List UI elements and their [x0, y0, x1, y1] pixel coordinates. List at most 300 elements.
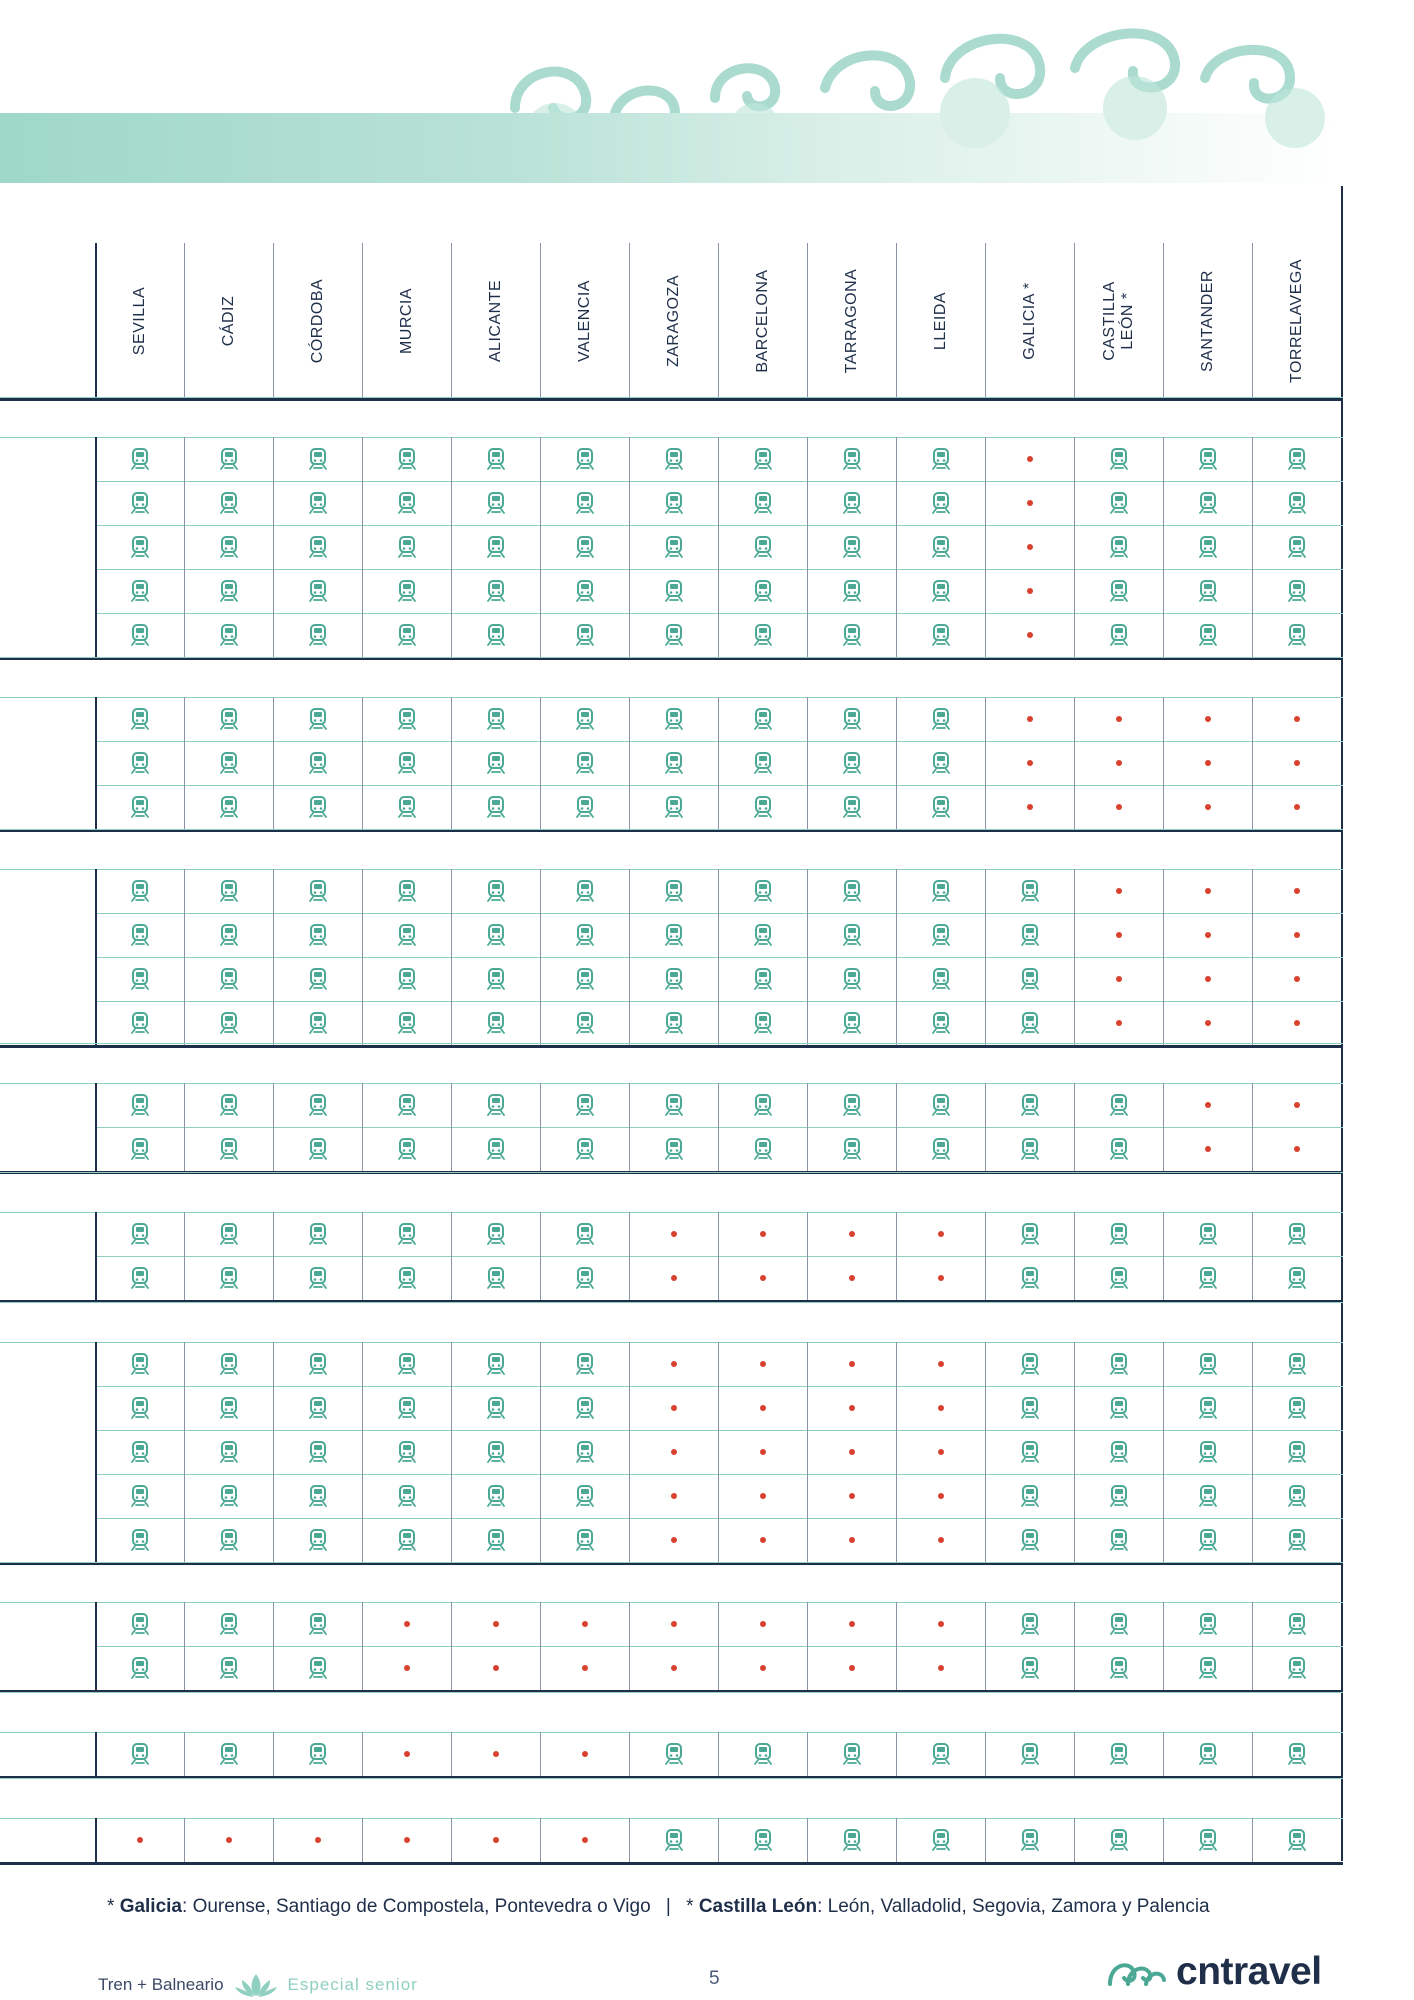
train-icon [753, 796, 773, 818]
train-icon [1109, 580, 1129, 602]
train-icon [1109, 1138, 1129, 1160]
table-cell [1252, 1256, 1342, 1300]
table-cell [184, 569, 274, 613]
train-icon [1020, 1829, 1040, 1851]
red-dot [671, 1665, 677, 1671]
cell-divider [184, 1732, 185, 1776]
table-cell [362, 1083, 452, 1127]
red-dot [1205, 716, 1211, 722]
table-cell [985, 613, 1075, 657]
table-cell [184, 1127, 274, 1171]
table-cell [362, 1474, 452, 1518]
train-icon [575, 1267, 595, 1289]
cell-divider [807, 1602, 808, 1690]
group-gap-line [0, 1172, 1343, 1173]
table-cell [1163, 525, 1253, 569]
cell-divider [1074, 697, 1075, 829]
train-icon [219, 1485, 239, 1507]
train-icon [1109, 1441, 1129, 1463]
table-cell [1252, 481, 1342, 525]
train-icon [1020, 880, 1040, 902]
table-cell [362, 741, 452, 785]
table-cell [95, 1474, 185, 1518]
train-icon [1198, 1441, 1218, 1463]
table-cell [807, 1818, 897, 1862]
train-icon [130, 1743, 150, 1765]
table-cell [1074, 913, 1164, 957]
table-cell [718, 613, 808, 657]
cell-divider [1074, 1732, 1075, 1776]
table-cell [95, 957, 185, 1001]
red-dot [671, 1231, 677, 1237]
table-cell [362, 1818, 452, 1862]
table-cell [807, 1430, 897, 1474]
cell-divider [540, 697, 541, 829]
cell-divider [985, 1732, 986, 1776]
table-cell [95, 913, 185, 957]
table-cell [718, 741, 808, 785]
train-icon [219, 796, 239, 818]
train-icon [931, 448, 951, 470]
train-icon [486, 1441, 506, 1463]
table-cell [896, 785, 986, 829]
table-cell [629, 1430, 719, 1474]
table-cell [451, 913, 541, 957]
train-icon [1020, 1012, 1040, 1034]
train-icon [1198, 1743, 1218, 1765]
train-icon [1020, 924, 1040, 946]
table-cell [184, 1212, 274, 1256]
train-icon [308, 1012, 328, 1034]
train-icon [931, 492, 951, 514]
train-icon [219, 880, 239, 902]
train-icon [308, 448, 328, 470]
table-cell [540, 1083, 630, 1127]
table-cell [718, 913, 808, 957]
table-cell [1074, 1001, 1164, 1045]
train-icon [1020, 1485, 1040, 1507]
train-icon [397, 1094, 417, 1116]
cell-divider [1074, 1602, 1075, 1690]
table-cell [896, 1342, 986, 1386]
table-cell [629, 957, 719, 1001]
cell-divider [1163, 1212, 1164, 1300]
red-dot [404, 1621, 410, 1627]
table-cell [807, 481, 897, 525]
table-cell [718, 1474, 808, 1518]
train-icon [219, 1094, 239, 1116]
table-cell [985, 1083, 1075, 1127]
red-dot [760, 1405, 766, 1411]
train-icon [842, 880, 862, 902]
train-icon [397, 536, 417, 558]
cell-divider [1163, 1083, 1164, 1171]
red-dot [582, 1837, 588, 1843]
cell-divider [985, 1602, 986, 1690]
train-icon [1109, 1529, 1129, 1551]
table-cell [629, 785, 719, 829]
column-header [718, 243, 808, 398]
train-icon [397, 1353, 417, 1375]
table-cell [95, 1256, 185, 1300]
train-icon [842, 1012, 862, 1034]
table-cell [1252, 785, 1342, 829]
table-cell [540, 1818, 630, 1862]
cell-divider [362, 1212, 363, 1300]
table-cell [451, 1602, 541, 1646]
cell-divider [95, 697, 97, 829]
red-dot [582, 1665, 588, 1671]
column-header-label: SEVILLA [131, 286, 148, 355]
train-icon [664, 1138, 684, 1160]
train-icon [1287, 1267, 1307, 1289]
train-icon [753, 968, 773, 990]
column-header [95, 243, 185, 398]
train-icon [931, 580, 951, 602]
red-dot [938, 1537, 944, 1543]
cell-divider [362, 697, 363, 829]
table-cell [1074, 613, 1164, 657]
table-cell [362, 785, 452, 829]
train-icon [486, 880, 506, 902]
train-icon [308, 1223, 328, 1245]
table-cell [362, 1732, 452, 1776]
table-cell [718, 437, 808, 481]
cell-divider [1163, 1732, 1164, 1776]
red-dot [226, 1837, 232, 1843]
red-dot [1027, 544, 1033, 550]
table-cell [1252, 569, 1342, 613]
cell-divider [985, 1342, 986, 1562]
table-cell [896, 1646, 986, 1690]
cell-divider [540, 869, 541, 1045]
column-header-label: MURCIA [398, 287, 415, 354]
cell-divider [718, 437, 719, 657]
train-icon [753, 880, 773, 902]
table-cell [1163, 1518, 1253, 1562]
table-cell [807, 957, 897, 1001]
footnote [107, 1896, 1210, 1918]
table-cell [362, 613, 452, 657]
table-cell [184, 697, 274, 741]
table-cell [273, 913, 363, 957]
train-icon [1198, 1529, 1218, 1551]
train-icon [308, 1485, 328, 1507]
train-icon [130, 536, 150, 558]
group-gap-line [0, 1778, 1343, 1779]
table-cell [629, 1386, 719, 1430]
table-cell [1163, 1001, 1253, 1045]
train-icon [486, 1223, 506, 1245]
table-cell [273, 741, 363, 785]
train-icon [397, 968, 417, 990]
train-icon [753, 580, 773, 602]
table-cell [184, 1818, 274, 1862]
cell-divider [629, 1818, 630, 1862]
table-cell [451, 957, 541, 1001]
table-cell [451, 1518, 541, 1562]
cell-divider [629, 437, 630, 657]
cell-divider [95, 437, 97, 657]
table-cell [362, 569, 452, 613]
train-icon [397, 796, 417, 818]
table-cell [362, 1646, 452, 1690]
table-cell [184, 1386, 274, 1430]
train-icon [575, 880, 595, 902]
cell-divider [95, 1212, 97, 1300]
cell-divider [985, 697, 986, 829]
train-icon [397, 1441, 417, 1463]
train-icon [397, 1485, 417, 1507]
train-icon [575, 1138, 595, 1160]
table-cell [629, 741, 719, 785]
table-cell [629, 437, 719, 481]
table-cell [184, 1518, 274, 1562]
table-cell [896, 1001, 986, 1045]
train-icon [486, 1267, 506, 1289]
train-icon [575, 708, 595, 730]
cell-divider [95, 1818, 97, 1862]
red-dot [671, 1621, 677, 1627]
table-cell [95, 1212, 185, 1256]
cell-divider [985, 869, 986, 1045]
train-icon [397, 1267, 417, 1289]
cell-divider [807, 437, 808, 657]
train-icon [842, 924, 862, 946]
train-icon [308, 880, 328, 902]
table-cell [1163, 481, 1253, 525]
train-icon [753, 624, 773, 646]
train-icon [1198, 448, 1218, 470]
table-cell [1252, 1127, 1342, 1171]
table-cell [1163, 1083, 1253, 1127]
table-cell [95, 1430, 185, 1474]
cell-divider [896, 697, 897, 829]
cell-divider [540, 1083, 541, 1171]
table-cell [362, 913, 452, 957]
cell-divider [451, 1342, 452, 1562]
table-cell [540, 437, 630, 481]
train-icon [486, 752, 506, 774]
cell-divider [362, 1732, 363, 1776]
table-cell [718, 869, 808, 913]
cell-divider [362, 1818, 363, 1862]
table-cell [95, 1732, 185, 1776]
table-cell [273, 785, 363, 829]
red-dot [938, 1665, 944, 1671]
cell-divider [1074, 869, 1075, 1045]
table-cell [807, 869, 897, 913]
train-icon [575, 752, 595, 774]
table-cell [273, 869, 363, 913]
table-cell [1163, 1386, 1253, 1430]
train-icon [130, 1485, 150, 1507]
red-dot [849, 1537, 855, 1543]
train-icon [219, 1223, 239, 1245]
train-icon [486, 1353, 506, 1375]
table-cell [718, 1518, 808, 1562]
cell-divider [273, 437, 274, 657]
table-cell [273, 1083, 363, 1127]
table-cell [718, 957, 808, 1001]
table-cell [95, 437, 185, 481]
table-cell [95, 1001, 185, 1045]
train-icon [664, 492, 684, 514]
train-icon [1287, 1397, 1307, 1419]
cell-divider [451, 697, 452, 829]
table-cell [807, 1212, 897, 1256]
train-icon [575, 968, 595, 990]
train-icon [1020, 1441, 1040, 1463]
cell-divider [1252, 869, 1253, 1045]
table-cell [896, 437, 986, 481]
train-icon [219, 1138, 239, 1160]
train-icon [664, 1829, 684, 1851]
train-icon [130, 1397, 150, 1419]
table-cell [896, 1518, 986, 1562]
cell-divider [807, 1732, 808, 1776]
table-cell [184, 1342, 274, 1386]
cell-divider [273, 697, 274, 829]
cell-divider [629, 869, 630, 1045]
table-cell [985, 741, 1075, 785]
red-dot [1294, 1146, 1300, 1152]
footnote-asterisk: * [107, 1896, 115, 1917]
cell-divider [451, 869, 452, 1045]
train-icon [1109, 492, 1129, 514]
train-icon [1198, 492, 1218, 514]
train-icon [1020, 1529, 1040, 1551]
table-cell [451, 613, 541, 657]
table-cell [718, 785, 808, 829]
train-icon [1287, 1613, 1307, 1635]
red-dot [760, 1231, 766, 1237]
table-cell [985, 1386, 1075, 1430]
red-dot [938, 1231, 944, 1237]
table-cell [362, 1256, 452, 1300]
cell-divider [273, 869, 274, 1045]
cell-divider [451, 1602, 452, 1690]
column-header-label: TARRAGONA [843, 268, 860, 373]
table-cell [807, 525, 897, 569]
train-icon [753, 1743, 773, 1765]
train-icon [486, 536, 506, 558]
table-cell [629, 869, 719, 913]
cell-divider [629, 1212, 630, 1300]
train-icon [1287, 1743, 1307, 1765]
table-cell [362, 1001, 452, 1045]
table-cell [95, 613, 185, 657]
brand-name: cntravel [1176, 1950, 1322, 1993]
train-icon [397, 752, 417, 774]
train-icon [1020, 1267, 1040, 1289]
table-cell [540, 1127, 630, 1171]
train-icon [219, 924, 239, 946]
train-icon [486, 1094, 506, 1116]
red-dot [493, 1751, 499, 1757]
table-cell [362, 869, 452, 913]
cell-divider [95, 1732, 97, 1776]
red-dot [849, 1275, 855, 1281]
table-cell [1252, 1430, 1342, 1474]
cell-divider [273, 1342, 274, 1562]
table-cell [807, 785, 897, 829]
cell-divider [1252, 1083, 1253, 1171]
train-icon [842, 624, 862, 646]
train-icon [486, 492, 506, 514]
train-icon [1198, 624, 1218, 646]
red-dot [404, 1751, 410, 1757]
table-cell [1074, 1732, 1164, 1776]
table-cell [1252, 697, 1342, 741]
table-cell [896, 869, 986, 913]
table-cell [540, 1430, 630, 1474]
train-icon [664, 448, 684, 470]
table-cell [718, 569, 808, 613]
cell-divider [985, 1083, 986, 1171]
brand-logo [1104, 1950, 1322, 1994]
cell-divider [273, 1212, 274, 1300]
table-cell [540, 613, 630, 657]
train-icon [575, 1529, 595, 1551]
column-header-label: CASTILLA LEÓN * [1101, 280, 1136, 361]
column-header-label: BARCELONA [754, 268, 771, 373]
red-dot [671, 1361, 677, 1367]
train-icon [1020, 1353, 1040, 1375]
train-icon [1198, 1223, 1218, 1245]
train-icon [931, 1743, 951, 1765]
table-cell [985, 1474, 1075, 1518]
train-icon [1198, 580, 1218, 602]
train-icon [1109, 1485, 1129, 1507]
train-icon [397, 448, 417, 470]
red-dot [404, 1665, 410, 1671]
cell-divider [807, 1818, 808, 1862]
table-cell [807, 741, 897, 785]
train-icon [308, 796, 328, 818]
group-bottom-rule [0, 1045, 1343, 1048]
table-cell [807, 1732, 897, 1776]
table-cell [896, 1386, 986, 1430]
table-cell [184, 785, 274, 829]
train-icon [308, 752, 328, 774]
cell-divider [896, 437, 897, 657]
table-cell [362, 697, 452, 741]
table-cell [362, 1127, 452, 1171]
column-header [896, 243, 986, 398]
page-number: 5 [709, 1968, 720, 1989]
table-cell [1163, 697, 1253, 741]
table-cell [1252, 613, 1342, 657]
table-cell [451, 1342, 541, 1386]
cell-divider [273, 1732, 274, 1776]
train-icon [575, 448, 595, 470]
red-dot [938, 1275, 944, 1281]
train-icon [308, 1094, 328, 1116]
table-cell [1074, 437, 1164, 481]
table-cell [718, 1342, 808, 1386]
table-cell [95, 569, 185, 613]
cell-divider [184, 1342, 185, 1562]
table-cell [985, 569, 1075, 613]
cell-divider [718, 1818, 719, 1862]
table-cell [273, 957, 363, 1001]
train-icon [575, 580, 595, 602]
table-cell [629, 1602, 719, 1646]
train-icon [1287, 1441, 1307, 1463]
train-icon [575, 796, 595, 818]
red-dot [760, 1537, 766, 1543]
